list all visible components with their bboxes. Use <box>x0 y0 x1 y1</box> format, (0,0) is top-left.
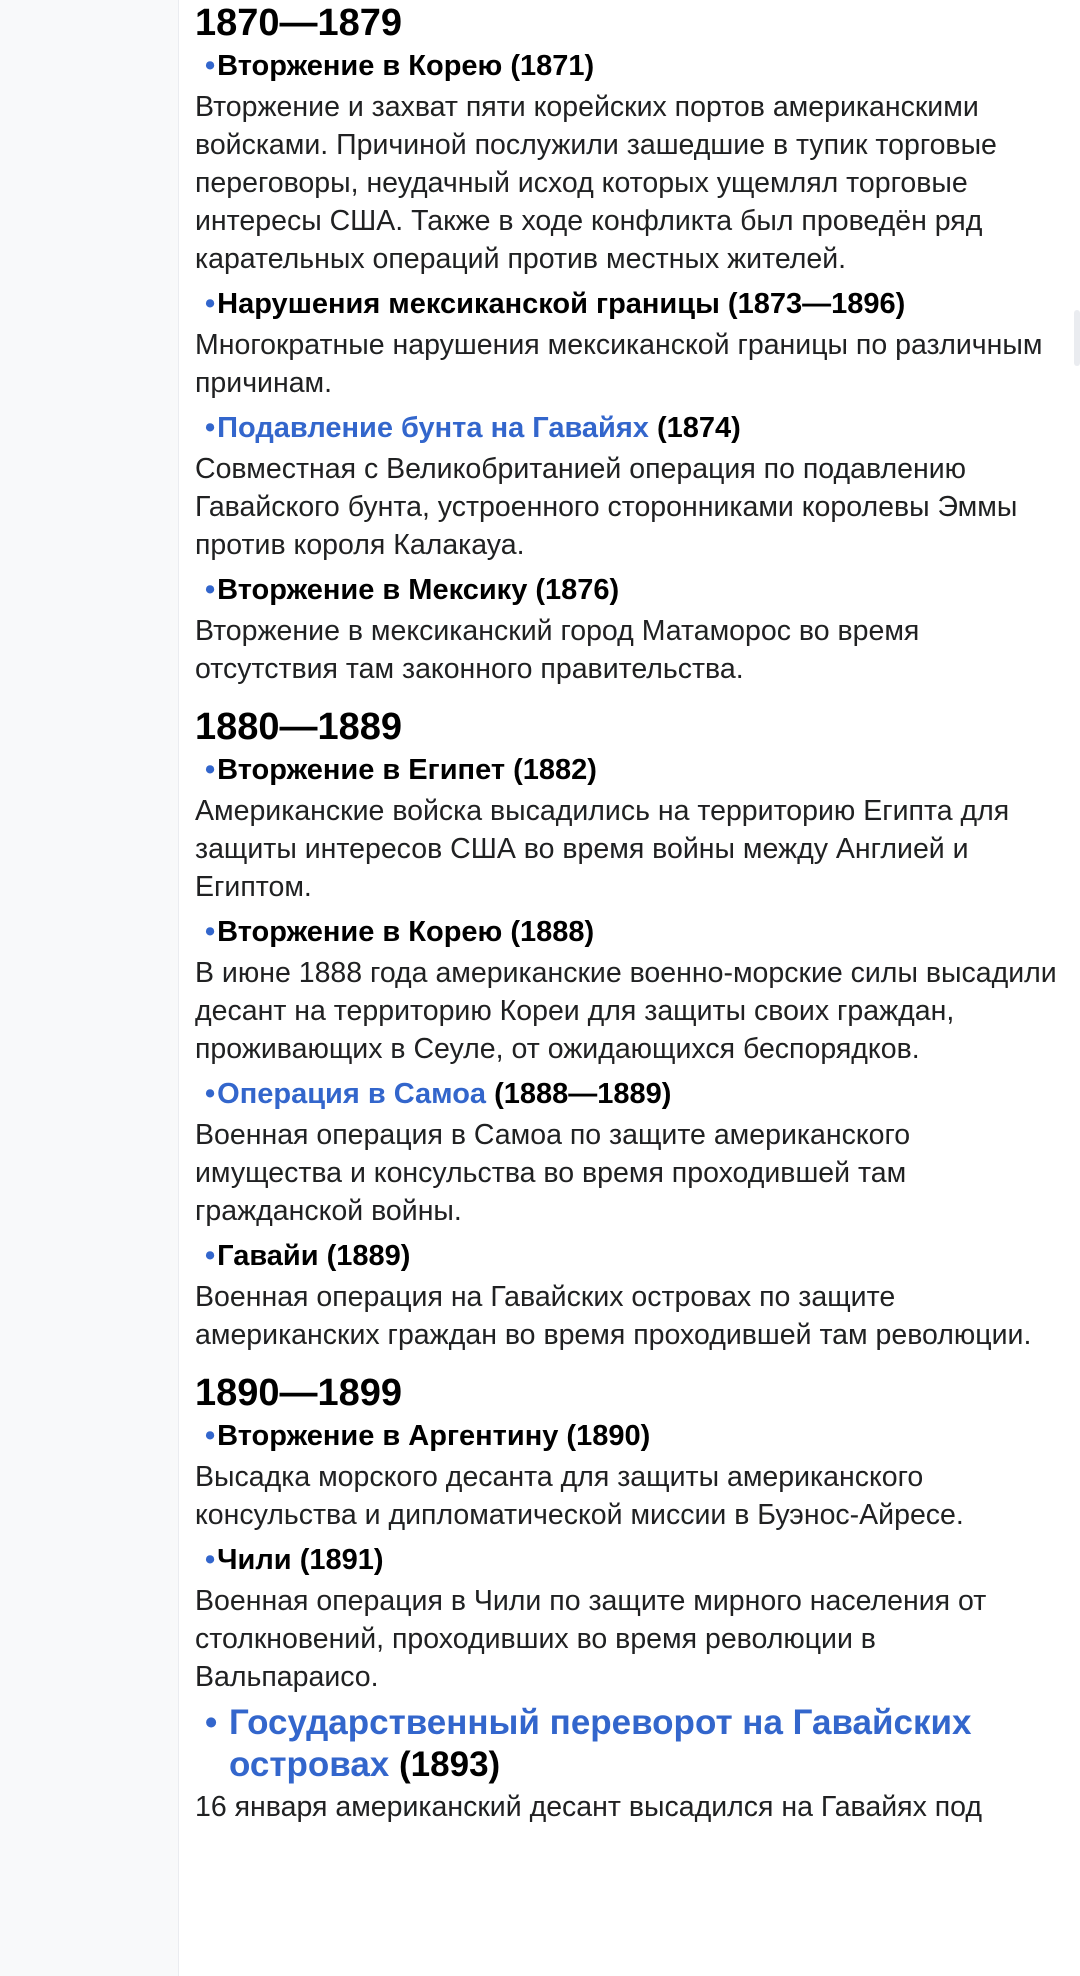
item-title-link[interactable]: Подавление бунта на Гавайях <box>217 412 649 444</box>
item-years: (1882) <box>513 754 597 786</box>
bullet-icon: • <box>205 288 216 320</box>
section-1870s <box>195 0 1057 688</box>
item-years: (1873—1896) <box>727 288 906 320</box>
bullet-icon: • <box>205 1240 216 1272</box>
bullet-icon: • <box>205 1078 216 1110</box>
item-years: (1874) <box>656 412 741 444</box>
section-1890s <box>195 1370 1057 1826</box>
bullet-icon: • <box>205 754 216 786</box>
list-item-title <box>195 284 1057 324</box>
list-item-title <box>195 46 1057 86</box>
section-heading: 1870—1879 <box>195 2 403 44</box>
section-heading: 1880—1889 <box>195 706 403 748</box>
bullet-icon: • <box>205 1544 216 1576</box>
item-years: (1876) <box>535 574 620 606</box>
list-item-title <box>195 1702 1057 1786</box>
item-description: Высадка морского десанта для защиты американского консульства и дипломатической миссии в Буэнос-Айресе. <box>195 1461 964 1531</box>
list-item-title <box>195 1074 1057 1114</box>
item-years: (1889) <box>326 1240 411 1272</box>
item-description: Военная операция в Чили по защите мирного населения от столкновений, проходивших во время революции в Вальпараисо. <box>195 1585 987 1693</box>
bullet-icon: • <box>205 574 216 606</box>
article-content <box>195 0 1057 1832</box>
item-description: Американские войска высадились на территорию Египта для защиты интересов США во время войны между Англией и Египтом. <box>195 795 1010 903</box>
item-description: 16 января американский десант высадился на Гавайях под <box>195 1791 983 1823</box>
item-title: Вторжение в Корею <box>217 916 503 948</box>
left-rail <box>0 0 179 1976</box>
section-heading: 1890—1899 <box>195 1372 403 1414</box>
item-description: Военная операция на Гавайских островах по защите американских граждан во время проходившей там революции. <box>195 1281 1032 1351</box>
item-title: Чили <box>217 1544 292 1576</box>
item-description: Многократные нарушения мексиканской границы по различным причинам. <box>195 329 1043 399</box>
bullet-icon: • <box>205 1420 216 1452</box>
item-title: Вторжение в Египет <box>217 754 506 786</box>
list-item-title <box>195 570 1057 610</box>
item-years: (1891) <box>299 1544 384 1576</box>
item-description: Военная операция в Самоа по защите американского имущества и консульства во время проходившей там гражданской войны. <box>195 1119 911 1227</box>
bullet-icon: • <box>205 412 216 444</box>
item-years: (1888) <box>510 916 595 948</box>
list-item-title <box>195 1540 1057 1580</box>
item-title: Вторжение в Мексику <box>217 574 528 606</box>
section-1880s <box>195 704 1057 1354</box>
item-title: Вторжение в Корею <box>217 50 503 82</box>
item-years: (1888—1889) <box>494 1078 672 1110</box>
item-years: (1871) <box>510 50 595 82</box>
item-years: (1890) <box>566 1420 651 1452</box>
list-item-title <box>195 408 1057 448</box>
item-title: Нарушения мексиканской границы <box>217 288 720 320</box>
item-title: Вторжение в Аргентину <box>217 1420 559 1452</box>
item-title: Гавайи <box>217 1240 319 1272</box>
list-item-title <box>195 912 1057 952</box>
item-description: В июне 1888 года американские военно-морские силы высадили десант на территорию Кореи для защиты своих граждан, проживающих в Сеуле, от ожидающихся беспорядков. <box>195 957 1057 1065</box>
scrollbar[interactable] <box>1074 310 1080 366</box>
item-title-link[interactable]: Операция в Самоа <box>217 1078 487 1110</box>
item-description: Вторжение и захват пяти корейских портов американскими войсками. Причиной послужили зашедшие в тупик торговые переговоры, неудачный исход которых ущемлял торговые интересы США. Также в ходе конфликта был проведён ряд карательных операций против местных жителей. <box>195 91 997 275</box>
list-item-title <box>195 1416 1057 1456</box>
bullet-icon: • <box>205 1703 218 1742</box>
bullet-icon: • <box>205 916 216 948</box>
item-description: Совместная с Великобританией операция по подавлению Гавайского бунта, устроенного сторонниками королевы Эммы против короля Калакауа. <box>195 453 1018 561</box>
item-description: Вторжение в мексиканский город Матаморос во время отсутствия там законного правительства. <box>195 615 920 685</box>
bullet-icon: • <box>205 50 216 82</box>
list-item-title <box>195 750 1057 790</box>
item-title-link[interactable]: Государственный переворот на Гавайских островах <box>229 1703 972 1784</box>
item-years: (1893) <box>399 1745 501 1784</box>
list-item-title <box>195 1236 1057 1276</box>
